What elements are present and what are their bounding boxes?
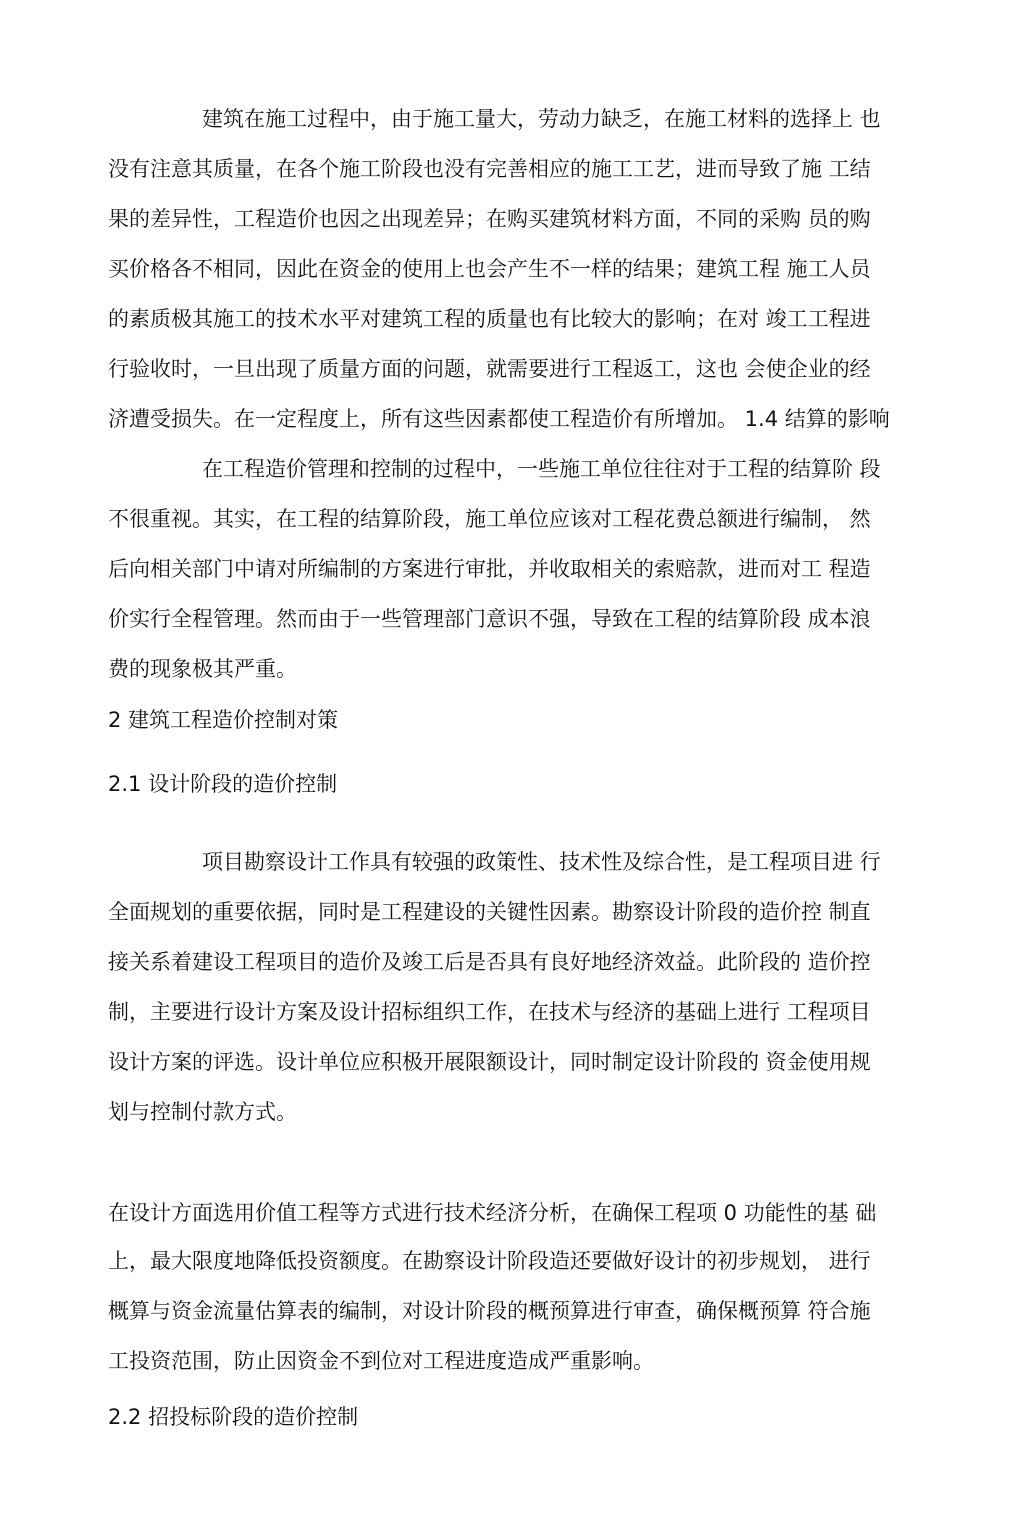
paragraph-1-line: 的素质极其施工的技术水平对建筑工程的质量也有比较大的影响；在对 竣工工程进 <box>108 307 871 331</box>
paragraph-3-line: 接关系着建设工程项目的造价及竣工后是否具有良好地经济效益。此阶段的 造价控 <box>108 950 871 974</box>
subsection-heading: 2.2 招投标阶段的造价控制 <box>108 1405 359 1429</box>
paragraph-2-line: 不很重视。其实，在工程的结算阶段，施工单位应该对工程花费总额进行编制， 然 <box>108 507 871 531</box>
subsection-heading: 2.1 设计阶段的造价控制 <box>108 772 338 796</box>
paragraph-4-line: 工投资范围，防止因资金不到位对工程进度造成严重影响。 <box>108 1349 654 1373</box>
paragraph-4-line: 概算与资金流量估算表的编制，对设计阶段的概预算进行审查，确保概预算 符合施 <box>108 1299 871 1323</box>
paragraph-1-line: 建筑在施工过程中，由于施工量大，劳动力缺乏，在施工材料的选择上 也 <box>202 107 881 131</box>
paragraph-2-line: 费的现象极其严重。 <box>108 657 297 681</box>
paragraph-4-line: 在设计方面选用价值工程等方式进行技术经济分析，在确保工程项 0 功能性的基 础 <box>108 1201 877 1225</box>
paragraph-2-line: 在工程造价管理和控制的过程中，一些施工单位往往对于工程的结算阶 段 <box>202 457 881 481</box>
paragraph-3-line: 设计方案的评选。设计单位应积极开展限额设计，同时制定设计阶段的 资金使用规 <box>108 1050 871 1074</box>
paragraph-3-line: 制，主要进行设计方案及设计招标组织工作，在技术与经济的基础上进行 工程项目 <box>108 1000 871 1024</box>
paragraph-1-line: 济遭受损失。在一定程度上，所有这些因素都使工程造价有所增加。 1.4 结算的影响 <box>108 407 890 431</box>
paragraph-1-line: 果的差异性，工程造价也因之出现差异；在购买建筑材料方面，不同的采购 员的购 <box>108 207 871 231</box>
section-heading: 2 建筑工程造价控制对策 <box>108 708 339 732</box>
paragraph-1-line: 行验收时，一旦出现了质量方面的问题，就需要进行工程返工，这也 会使企业的经 <box>108 357 871 381</box>
paragraph-1-line: 买价格各不相同，因此在资金的使用上也会产生不一样的结果；建筑工程 施工人员 <box>108 257 871 281</box>
paragraph-2-line: 价实行全程管理。然而由于一些管理部门意识不强，导致在工程的结算阶段 成本浪 <box>108 607 871 631</box>
paragraph-1-line: 没有注意其质量，在各个施工阶段也没有完善相应的施工工艺，进而导致了施 工结 <box>108 157 871 181</box>
paragraph-3-line: 项目勘察设计工作具有较强的政策性、技术性及综合性，是工程项目进 行 <box>202 850 881 874</box>
paragraph-3-line: 全面规划的重要依据，同时是工程建设的关键性因素。勘察设计阶段的造价控 制直 <box>108 900 871 924</box>
paragraph-4-line: 上，最大限度地降低投资额度。在勘察设计阶段造还要做好设计的初步规划， 进行 <box>108 1249 871 1273</box>
paragraph-2-line: 后向相关部门中请对所编制的方案进行审批，并收取相关的索赔款，进而对工 程造 <box>108 557 871 581</box>
paragraph-3-line: 划与控制付款方式。 <box>108 1100 297 1124</box>
